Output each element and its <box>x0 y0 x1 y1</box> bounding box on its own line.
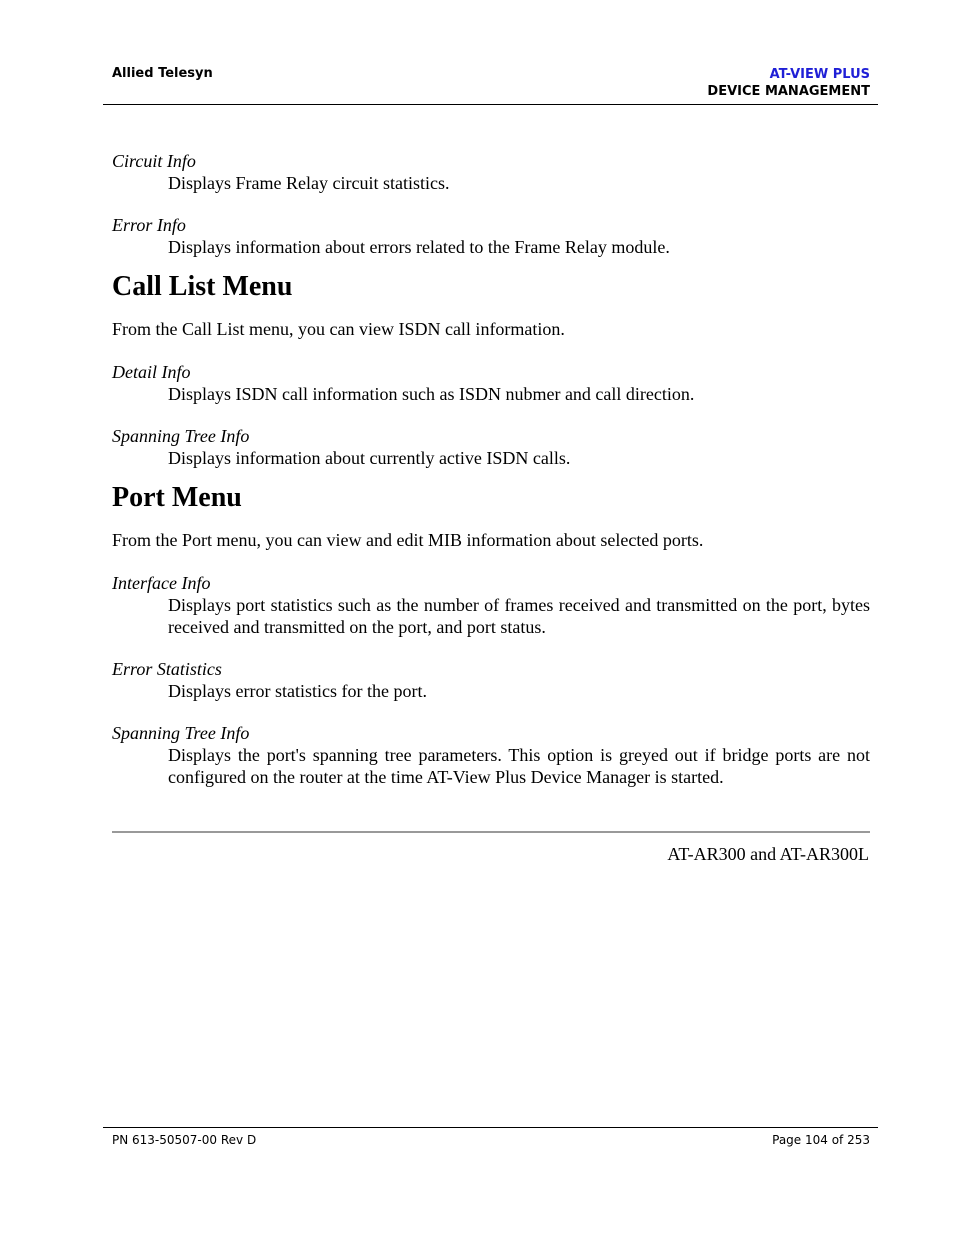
definition-term: Error Info <box>112 215 186 235</box>
header-product: AT-VIEW PLUS <box>769 67 870 82</box>
definition-description: Displays error statistics for the port. <box>168 681 427 701</box>
definition-description: Displays information about currently active ISDN calls. <box>168 448 571 468</box>
definition-entry <box>112 722 870 788</box>
section-heading-port: Port Menu <box>112 482 242 513</box>
definition-term: Spanning Tree Info <box>112 426 250 446</box>
product-footer: AT-AR300 and AT-AR300L <box>667 844 869 864</box>
definition-entry <box>112 150 870 194</box>
definition-term: Spanning Tree Info <box>112 723 250 743</box>
definition-description: Displays Frame Relay circuit statistics. <box>168 173 450 193</box>
definition-description: Displays ISDN call information such as ISDN nubmer and call direction. <box>168 384 695 404</box>
definition-entry <box>112 658 870 702</box>
definition-description: Displays port statistics such as the number of frames received and transmitted on the port, bytes received and transmitted on the port, and port status. <box>168 595 870 637</box>
definition-entry <box>112 214 870 258</box>
definition-description: Displays the port's spanning tree parameters. This option is greyed out if bridge ports are not configured on the router at the time AT-View Plus Device Manager is started. <box>168 745 870 787</box>
definition-entry <box>112 361 870 405</box>
definition-term: Detail Info <box>112 362 191 382</box>
header-company: Allied Telesyn <box>112 66 213 81</box>
definition-entry <box>112 425 870 469</box>
header-section: DEVICE MANAGEMENT <box>707 84 870 99</box>
footer-page-number: Page 104 of 253 <box>772 1133 870 1147</box>
content-divider <box>112 831 870 833</box>
definition-description: Displays information about errors related to the Frame Relay module. <box>168 237 670 257</box>
definition-term: Interface Info <box>112 573 211 593</box>
section-intro: From the Call List menu, you can view ISDN call information. <box>112 319 565 339</box>
document-body <box>112 150 870 788</box>
definition-entry <box>112 572 870 638</box>
page-header <box>103 62 878 105</box>
section-heading-call-list: Call List Menu <box>112 271 293 302</box>
footer-part-number: PN 613-50507-00 Rev D <box>112 1133 257 1147</box>
header-right <box>707 66 870 100</box>
definition-term: Circuit Info <box>112 151 196 171</box>
definition-term: Error Statistics <box>112 659 222 679</box>
section-intro: From the Port menu, you can view and edit MIB information about selected ports. <box>112 530 704 550</box>
page-footer <box>103 1127 878 1147</box>
